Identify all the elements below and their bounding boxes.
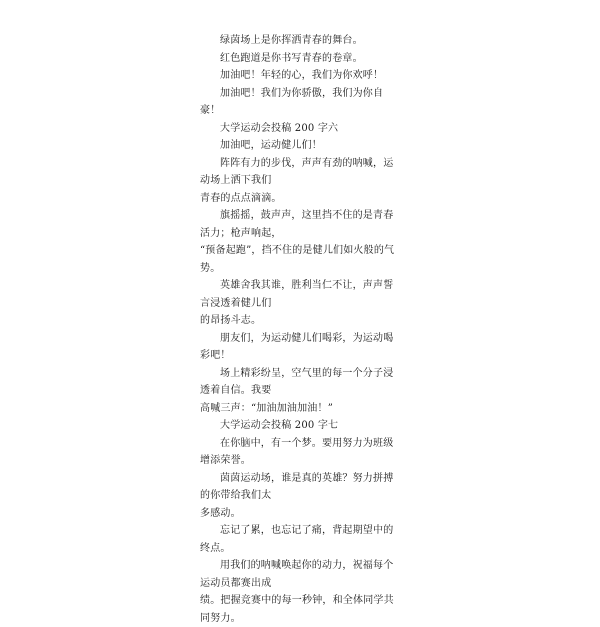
paragraph — [200, 137, 400, 155]
paragraph-line: 在你脑中，有一个梦。要用努力为班级增添荣誉。 — [200, 437, 394, 466]
paragraph-line: 高喊三声：“加油加油加油！” — [200, 402, 334, 414]
paragraph-line: 加油吧！我们为你骄傲，我们为你自豪！ — [200, 87, 384, 116]
paragraph — [200, 470, 400, 523]
paragraph — [200, 435, 400, 470]
paragraph-line: 用我们的呐喊唤起你的动力，祝福每个运动员都赛出成 — [200, 560, 394, 589]
paragraph — [200, 155, 400, 208]
paragraph-line: “预备起跑”，挡不住的是健儿们如火般的气势。 — [200, 245, 395, 274]
paragraph — [200, 120, 400, 138]
paragraph-line: 旗摇摇，鼓声声，这里挡不住的是青春活力；枪声响起， — [200, 210, 394, 239]
paragraph — [200, 207, 400, 277]
paragraph — [200, 522, 400, 557]
paragraph-line: 英雄舍我其谁，胜利当仁不让，声声誓言浸透着健儿们 — [200, 280, 394, 309]
paragraph-line: 阵阵有力的步伐，声声有劲的呐喊，运动场上洒下我们 — [200, 157, 394, 186]
paragraph — [200, 277, 400, 330]
paragraph-line: 大学运动会投稿 200 字七 — [220, 420, 339, 431]
paragraph — [200, 67, 400, 85]
paragraph — [200, 32, 400, 50]
paragraph — [200, 330, 400, 365]
paragraph-line: 多感动。 — [200, 507, 241, 519]
paragraph — [200, 50, 400, 68]
paragraph-line: 忘记了累，也忘记了痛，背起期望中的终点。 — [200, 525, 394, 554]
paragraph-line: 绿茵场上是你挥洒青春的舞台。 — [220, 35, 363, 46]
paragraph-line: 加油吧，运动健儿们！ — [220, 140, 322, 151]
paragraph — [200, 85, 400, 120]
paragraph-line: 加油吧！年轻的心，我们为你欢呼！ — [220, 70, 384, 81]
paragraph-line: 青春的点点滴滴。 — [200, 192, 282, 204]
paragraph-line: 茵茵运动场，谁是真的英雄？努力拼搏的你带给我们太 — [200, 472, 394, 501]
paragraph-line: 朋友们，为运动健儿们喝彩，为运动喝彩吧！ — [200, 332, 394, 361]
paragraph-line: 大学运动会投稿 200 字六 — [220, 122, 339, 134]
paragraph-line: 场上精彩纷呈，空气里的每一个分子浸透着自信。我要 — [200, 367, 394, 396]
document-body — [200, 32, 400, 627]
paragraph — [200, 417, 400, 435]
paragraph-line: 的昂扬斗志。 — [200, 315, 262, 326]
paragraph-line: 红色跑道是你书写青春的卷章。 — [220, 52, 363, 64]
paragraph-line: 绩。把握竞赛中的每一秒钟，和全体同学共同努力。 — [200, 595, 394, 624]
paragraph — [200, 365, 400, 418]
paragraph — [200, 557, 400, 627]
